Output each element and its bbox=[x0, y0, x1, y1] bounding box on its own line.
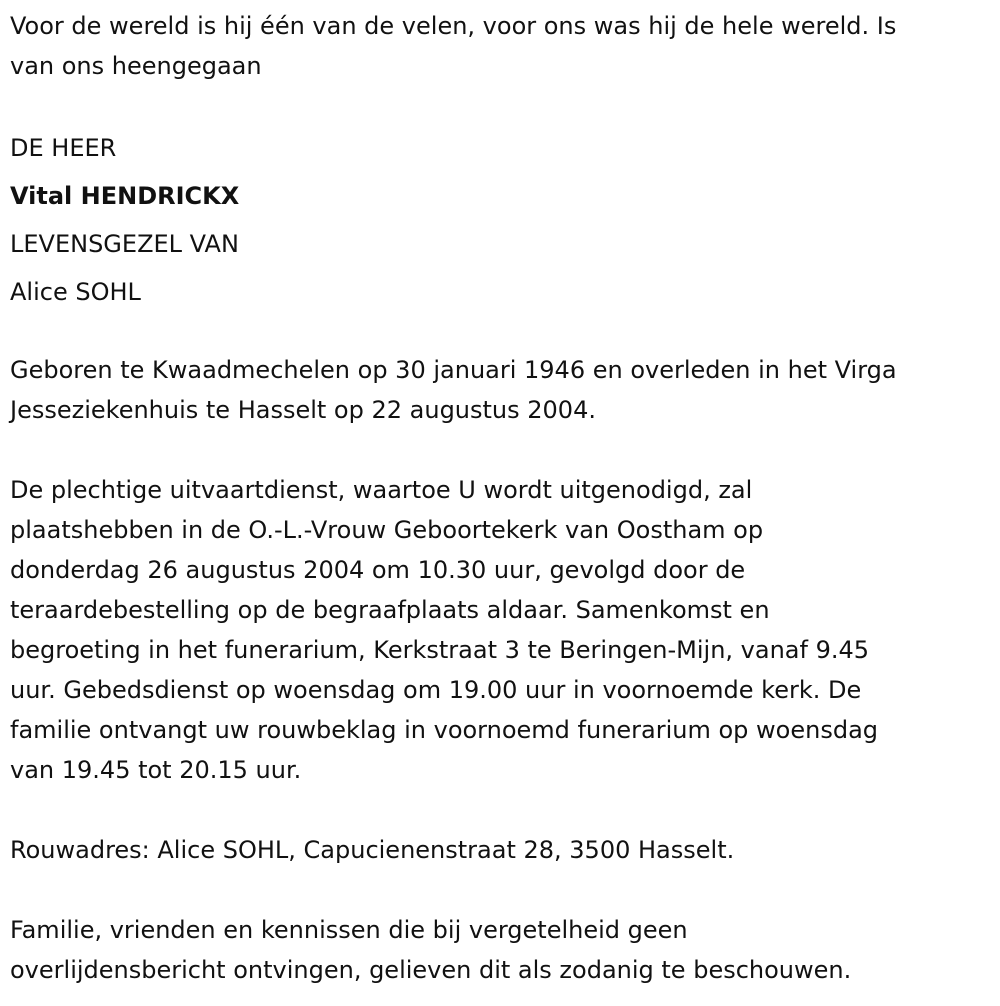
text-line: teraardebestelling op de begraafplaats aldaar. Samenkomst en bbox=[10, 596, 770, 624]
intro-paragraph bbox=[10, 6, 1000, 86]
text-line: De plechtige uitvaartdienst, waartoe U wordt uitgenodigd, zal bbox=[10, 476, 753, 504]
mourning-address: Rouwadres: Alice SOHL, Capucienenstraat 28, 3500 Hasselt. bbox=[10, 836, 735, 864]
text-line: Familie, vrienden en kennissen die bij vergetelheid geen bbox=[10, 916, 688, 944]
closing-paragraph bbox=[10, 910, 1000, 990]
text-line: Voor de wereld is hij één van de velen, voor ons was hij de hele wereld. Is bbox=[10, 12, 897, 40]
text-line: donderdag 26 augustus 2004 om 10.30 uur, gevolgd door de bbox=[10, 556, 746, 584]
text-line: uur. Gebedsdienst op woensdag om 19.00 uur in voornoemde kerk. De bbox=[10, 676, 862, 704]
text-line: begroeting in het funerarium, Kerkstraat 3 te Beringen-Mijn, vanaf 9.45 bbox=[10, 636, 870, 664]
birth-death-paragraph bbox=[10, 350, 1000, 430]
funeral-paragraph bbox=[10, 470, 1000, 790]
text-line: Geboren te Kwaadmechelen op 30 januari 1946 en overleden in het Virga bbox=[10, 356, 897, 384]
partner-name: Alice SOHL bbox=[10, 278, 141, 306]
deceased-name: Vital HENDRICKX bbox=[10, 182, 240, 210]
text-line: Jesseziekenhuis te Hasselt op 22 augustus 2004. bbox=[10, 396, 596, 424]
text-line: familie ontvangt uw rouwbeklag in voornoemd funerarium op woensdag bbox=[10, 716, 879, 744]
obituary-document bbox=[10, 6, 1000, 990]
text-line: overlijdensbericht ontvingen, gelieven dit als zodanig te beschouwen. bbox=[10, 956, 852, 984]
relation: LEVENSGEZEL VAN bbox=[10, 230, 239, 258]
text-line: van 19.45 tot 20.15 uur. bbox=[10, 756, 302, 784]
name-block bbox=[10, 124, 1000, 316]
text-line: plaatshebben in de O.-L.-Vrouw Geboortekerk van Oostham op bbox=[10, 516, 764, 544]
text-line: van ons heengegaan bbox=[10, 52, 262, 80]
title: DE HEER bbox=[10, 134, 117, 162]
